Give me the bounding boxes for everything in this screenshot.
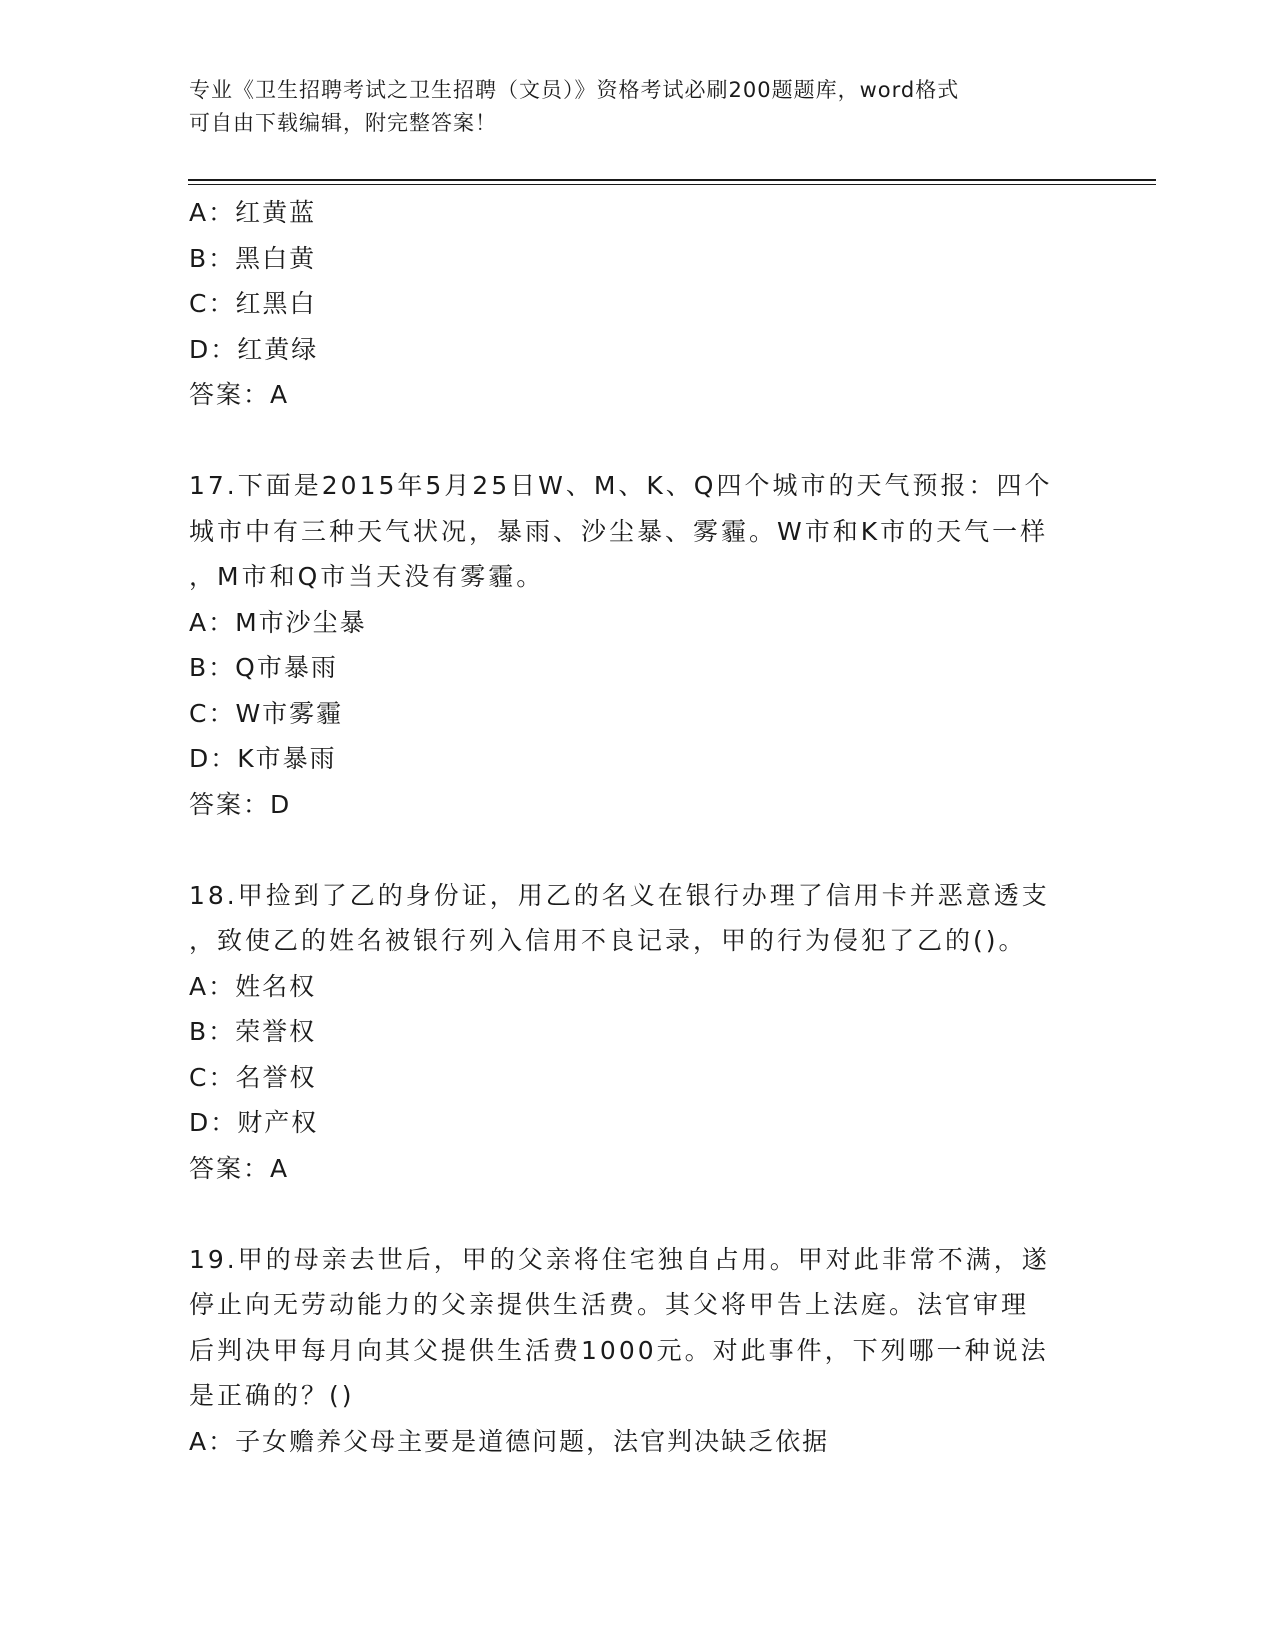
option-a: A：姓名权 bbox=[189, 971, 317, 1001]
question-text-line: ，致使乙的姓名被银行列入信用不良记录，甲的行为侵犯了乙的()。 bbox=[189, 926, 1027, 955]
spacer bbox=[189, 827, 1109, 873]
question-text-line: 城市中有三种天气状况，暴雨、沙尘暴、雾霾。W市和K市的天气一样 bbox=[189, 516, 1049, 546]
answer-line: 答案：A bbox=[189, 380, 290, 409]
option-a: A：子女赡养父母主要是道德问题，法官判决缺乏依据 bbox=[189, 1426, 830, 1456]
answer-line: 答案：D bbox=[189, 789, 292, 819]
question-18-block bbox=[189, 873, 1109, 1192]
question-text-line: 是正确的？() bbox=[189, 1381, 355, 1410]
header-title-line-2: 可自由下载编辑，附完整答案！ bbox=[189, 111, 497, 135]
option-c: C：红黑白 bbox=[189, 289, 317, 318]
question-text-line: 后判决甲每月向其父提供生活费1000元。对此事件，下列哪一种说法 bbox=[189, 1335, 1049, 1365]
option-b: B：黑白黄 bbox=[189, 243, 317, 273]
option-c: C：W市雾霾 bbox=[189, 698, 344, 728]
option-a: A：红黄蓝 bbox=[189, 198, 317, 227]
question-16-block bbox=[189, 190, 1109, 418]
option-d: D：红黄绿 bbox=[189, 334, 319, 364]
answer-line: 答案：A bbox=[189, 1153, 290, 1183]
option-d: D：K市暴雨 bbox=[189, 744, 337, 773]
question-text-line: 停止向无劳动能力的父亲提供生活费。其父将甲告上法庭。法官审理 bbox=[189, 1290, 1030, 1319]
option-d: D：财产权 bbox=[189, 1108, 319, 1137]
question-text-line: 19.甲的母亲去世后，甲的父亲将住宅独自占用。甲对此非常不满，遂 bbox=[189, 1244, 1050, 1274]
document-header bbox=[189, 74, 1089, 140]
header-divider-thick bbox=[188, 179, 1156, 181]
question-content bbox=[189, 190, 1109, 1464]
question-17-block bbox=[189, 463, 1109, 827]
question-text-line: 18.甲捡到了乙的身份证，用乙的名义在银行办理了信用卡并恶意透支 bbox=[189, 880, 1050, 910]
spacer bbox=[189, 1191, 1109, 1237]
question-text-line: ，M市和Q市当天没有雾霾。 bbox=[189, 562, 545, 591]
spacer bbox=[189, 418, 1109, 464]
option-b: B：Q市暴雨 bbox=[189, 653, 338, 682]
header-title-line-1: 专业《卫生招聘考试之卫生招聘（文员）》资格考试必刷200题题库，word格式 bbox=[189, 78, 960, 102]
question-text-line: 17.下面是2015年5月25日W、M、K、Q四个城市的天气预报：四个 bbox=[189, 471, 1053, 500]
option-b: B：荣誉权 bbox=[189, 1017, 317, 1046]
option-a: A：M市沙尘暴 bbox=[189, 607, 367, 637]
header-divider-thin bbox=[188, 184, 1156, 185]
question-19-block bbox=[189, 1237, 1109, 1465]
option-c: C：名誉权 bbox=[189, 1062, 317, 1092]
